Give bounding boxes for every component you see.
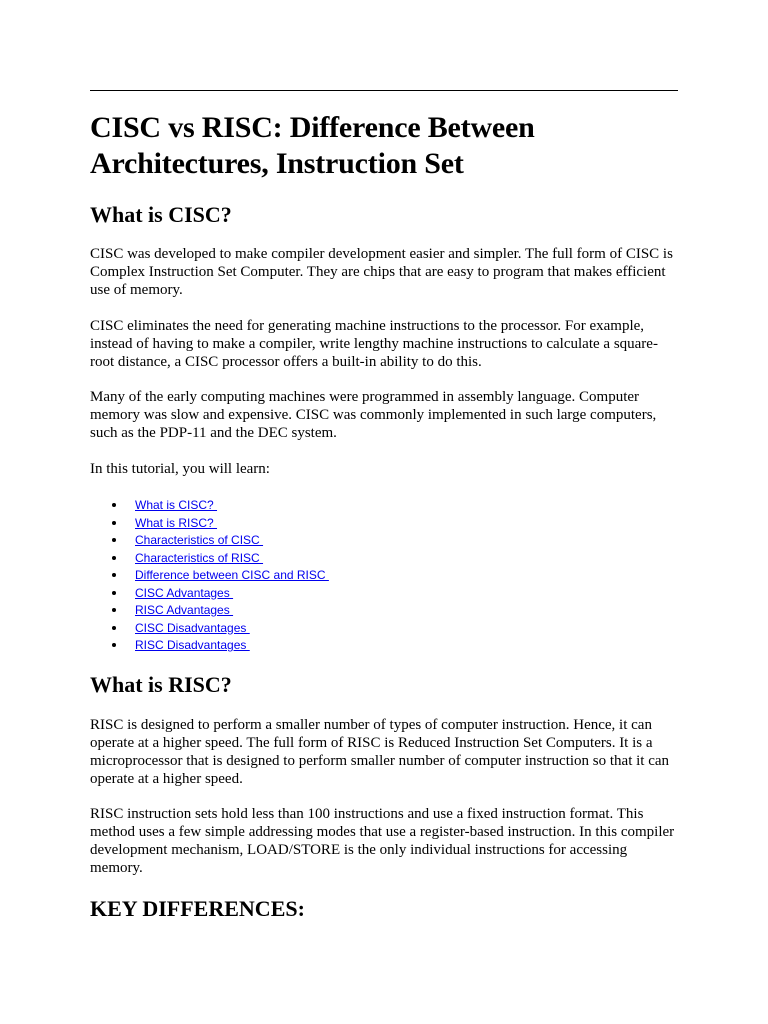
- toc-item: [135, 566, 535, 584]
- toc-link-cisc-disadvantages[interactable]: CISC Disadvantages: [135, 620, 250, 635]
- toc-link-characteristics-of-risc[interactable]: Characteristics of RISC: [135, 550, 264, 565]
- toc-item: [135, 601, 535, 619]
- cisc-paragraph-3: Many of the early computing machines were programmed in assembly language. Computer memory was slow and expensive. CISC was commonly implemented in such large computers, such as the PDP-11 and the DEC system.: [90, 389, 657, 441]
- heading-what-is-risc: What is RISC?: [90, 672, 232, 697]
- bullet-icon: [112, 591, 116, 595]
- heading-what-is-cisc: What is CISC?: [90, 202, 232, 227]
- bullet-icon: [112, 538, 116, 542]
- cisc-paragraph-2: CISC eliminates the need for generating machine instructions to the processor. For example, instead of having to make a compiler, write lengthy machine instructions to calculate a square-root distance, a CISC processor offers a built-in ability to do this.: [90, 318, 658, 370]
- heading-key-differences: KEY DIFFERENCES:: [90, 896, 305, 921]
- horizontal-rule: [90, 90, 678, 91]
- toc-link-cisc-advantages[interactable]: CISC Advantages: [135, 585, 234, 600]
- table-of-contents: [135, 496, 535, 654]
- toc-link-difference-between[interactable]: Difference between CISC and RISC: [135, 568, 329, 582]
- toc-link-risc-advantages[interactable]: RISC Advantages: [135, 603, 234, 617]
- bullet-icon: [112, 503, 116, 507]
- risc-paragraph-1: RISC is designed to perform a smaller number of types of computer instruction. Hence, it can operate at a higher speed. The full form of RISC is Reduced Instruction Set Computers. It is a microprocessor that is designed to perform smaller number of computer instruction so that it can operate at a higher speed.: [90, 717, 670, 787]
- bullet-icon: [112, 643, 116, 647]
- toc-item: [135, 636, 535, 654]
- toc-item: [135, 514, 535, 532]
- page-title: CISC vs RISC: Difference Between Architectures, Instruction Set: [90, 111, 535, 180]
- bullet-icon: [112, 573, 116, 577]
- tutorial-intro: In this tutorial, you will learn:: [90, 461, 270, 477]
- toc-link-what-is-risc[interactable]: What is RISC?: [135, 515, 218, 530]
- bullet-icon: [112, 521, 116, 525]
- toc-item: [135, 619, 535, 637]
- toc-item: [135, 584, 535, 602]
- toc-item: [135, 496, 535, 514]
- bullet-icon: [112, 556, 116, 560]
- cisc-paragraph-1: CISC was developed to make compiler development easier and simpler. The full form of CISC is Complex Instruction Set Computer. They are chips that are easy to program that makes efficient use of memory.: [90, 246, 673, 298]
- bullet-icon: [112, 626, 116, 630]
- risc-paragraph-2: RISC instruction sets hold less than 100 instructions and use a fixed instruction format. This method uses a few simple addressing modes that use a register-based instruction. In this compiler development mechanism, LOAD/STORE is the only individual instructions for accessing memory.: [90, 806, 675, 876]
- toc-link-what-is-cisc[interactable]: What is CISC?: [135, 498, 218, 512]
- toc-link-risc-disadvantages[interactable]: RISC Disadvantages: [135, 638, 250, 652]
- toc-item: [135, 549, 535, 567]
- toc-link-characteristics-of-cisc[interactable]: Characteristics of CISC: [135, 533, 264, 547]
- bullet-icon: [112, 608, 116, 612]
- toc-item: [135, 531, 535, 549]
